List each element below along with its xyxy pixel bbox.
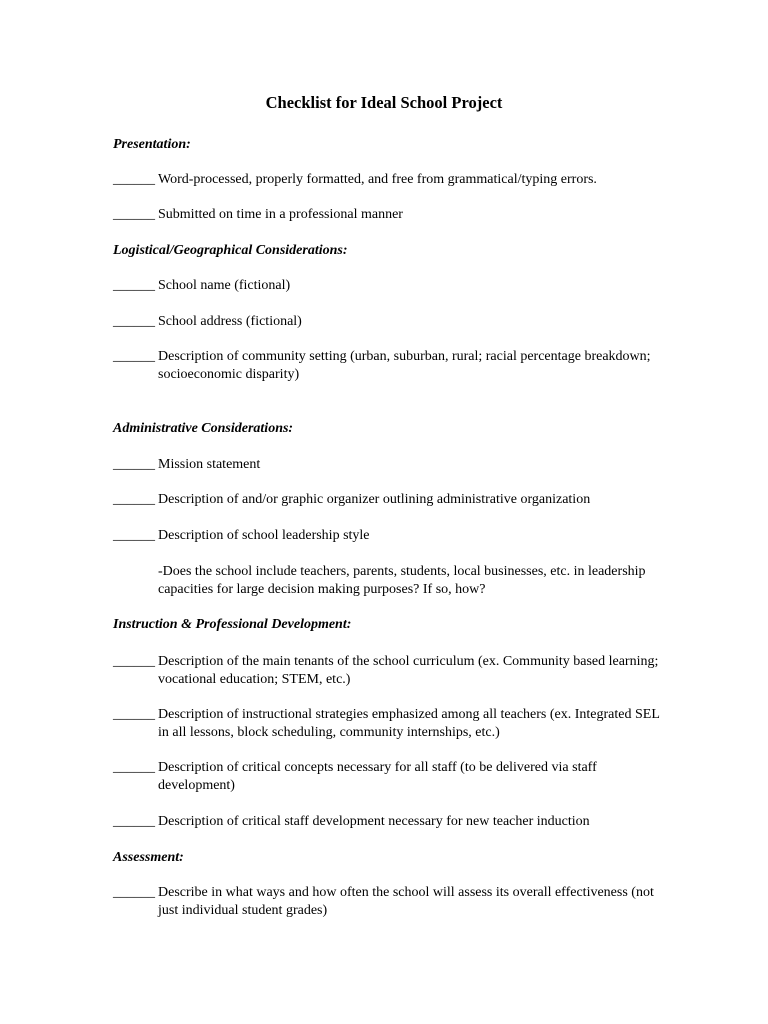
checklist-item	[113, 759, 673, 795]
checklist-item-text: Description of school leadership style	[158, 528, 370, 543]
section-heading-instruction: Instruction & Professional Development:	[113, 617, 352, 632]
checklist-item	[113, 277, 673, 295]
checkbox-blank[interactable]: ______	[113, 314, 155, 329]
checklist-item	[113, 653, 673, 689]
checkbox-blank[interactable]: ______	[113, 760, 155, 775]
checkbox-blank[interactable]: ______	[113, 814, 155, 829]
checklist-item	[113, 206, 673, 224]
checkbox-blank[interactable]: ______	[113, 492, 155, 507]
checklist-item	[113, 313, 673, 331]
checkbox-blank[interactable]: ______	[113, 172, 155, 187]
section-heading-presentation: Presentation:	[113, 137, 191, 152]
checklist-item-text: Word-processed, properly formatted, and free from grammatical/typing errors.	[158, 172, 597, 187]
checklist-item	[113, 706, 673, 742]
checkbox-blank[interactable]: ______	[113, 457, 155, 472]
checklist-item-text: Description of instructional strategies emphasized among all teachers (ex. Integrated SEL in all lessons, block scheduling, community internships, etc.)	[158, 707, 660, 740]
checklist-item	[113, 348, 673, 384]
checklist-item	[113, 527, 673, 545]
checklist-item-text: School name (fictional)	[158, 278, 291, 293]
section-heading-assessment: Assessment:	[113, 850, 184, 865]
document-title: Checklist for Ideal School Project	[265, 93, 503, 112]
checklist-item	[113, 456, 673, 474]
checklist-item	[113, 813, 673, 831]
section-heading-administrative: Administrative Considerations:	[113, 421, 294, 436]
checkbox-blank[interactable]: ______	[113, 207, 155, 222]
checklist-item-text: Description of critical concepts necessary for all staff (to be delivered via staff development)	[158, 760, 597, 793]
checkbox-blank[interactable]: ______	[113, 885, 155, 900]
leadership-note: -Does the school include teachers, parents, students, local businesses, etc. in leadership capacities for large decision making purposes? If so, how?	[158, 564, 646, 597]
checkbox-blank[interactable]: ______	[113, 654, 155, 669]
checkbox-blank[interactable]: ______	[113, 349, 155, 364]
checklist-item	[113, 491, 673, 509]
checklist-item-text: School address (fictional)	[158, 314, 302, 329]
checklist-item-text: Description of community setting (urban, suburban, rural; racial percentage breakdown; socioeconomic disparity)	[158, 349, 651, 382]
checklist-item	[113, 884, 673, 920]
checklist-item-text: Description of the main tenants of the school curriculum (ex. Community based learning; vocational education; STEM, etc.)	[158, 654, 659, 687]
checklist-item-text: Mission statement	[158, 457, 261, 472]
section-heading-logistical: Logistical/Geographical Considerations:	[113, 243, 348, 258]
checklist-item-text: Submitted on time in a professional manner	[158, 207, 403, 222]
checklist-item-text: Describe in what ways and how often the school will assess its overall effectiveness (not just individual student grades)	[158, 885, 654, 918]
checkbox-blank[interactable]: ______	[113, 528, 155, 543]
checkbox-blank[interactable]: ______	[113, 707, 155, 722]
checklist-item-text: Description of critical staff development necessary for new teacher induction	[158, 814, 590, 829]
checkbox-blank[interactable]: ______	[113, 278, 155, 293]
checklist-item	[113, 171, 673, 189]
checklist-item-text: Description of and/or graphic organizer outlining administrative organization	[158, 492, 591, 507]
